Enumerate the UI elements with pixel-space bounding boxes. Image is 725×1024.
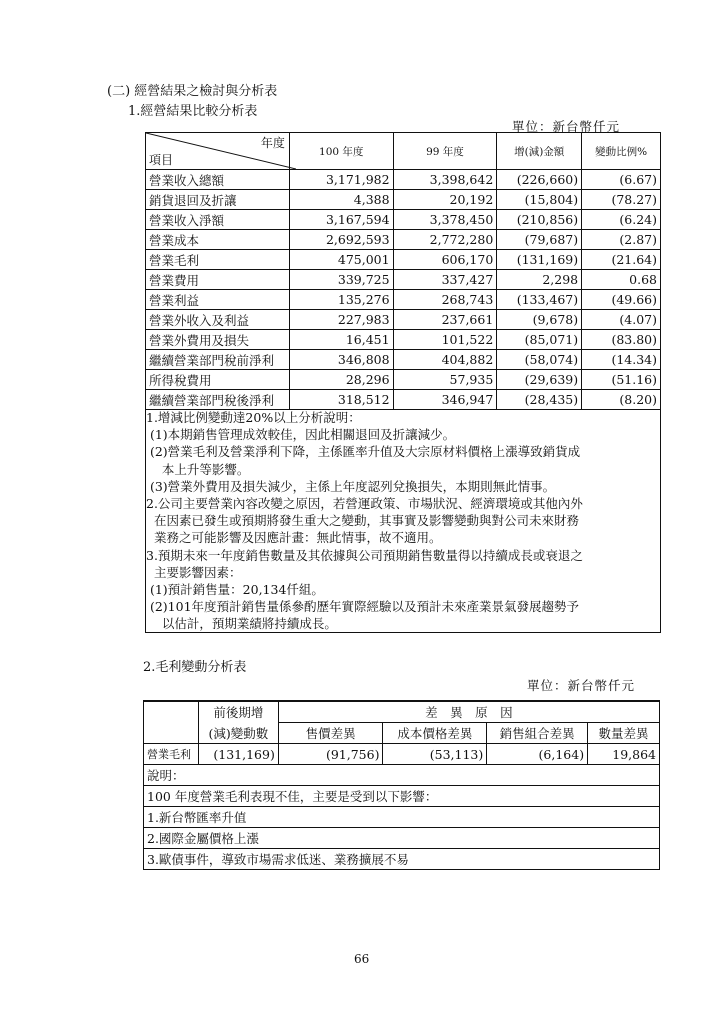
note-line: 本上升等影響。 — [146, 461, 250, 477]
unit-label-2: 單位：新台幣仟元 — [527, 678, 636, 693]
value-cell: 19,864 — [588, 744, 660, 765]
value-100-cell: 475,001 — [289, 250, 393, 270]
table-row — [146, 390, 661, 410]
value-100-cell: 2,692,593 — [289, 230, 393, 250]
value-cell: (91,756) — [278, 744, 383, 765]
note-line: 業務之可能影響及因應計畫：無此情事，故不適用。 — [146, 530, 442, 546]
col-header: 銷售組合差異 — [487, 723, 588, 744]
value-cell: (6,164) — [487, 744, 588, 765]
diff-cell: (9,678) — [497, 310, 582, 330]
item-cell: 營業外費用及損失 — [146, 330, 290, 350]
col-header: 增(減)金額 — [497, 133, 582, 170]
item-cell: 繼續營業部門稅後淨利 — [146, 390, 290, 410]
item-cell: 營業毛利 — [146, 250, 290, 270]
value-99-cell: 237,661 — [393, 310, 497, 330]
item-cell: 繼續營業部門稅前淨利 — [146, 350, 290, 370]
item-cell: 營業利益 — [146, 290, 290, 310]
value-100-cell: 339,725 — [289, 270, 393, 290]
value-100-cell: 227,983 — [289, 310, 393, 330]
item-cell: 營業收入淨額 — [146, 210, 290, 230]
table-row — [146, 310, 661, 330]
item-cell: 營業外收入及利益 — [146, 310, 290, 330]
table-row — [146, 170, 661, 190]
blank-header-cell — [144, 701, 199, 744]
value-99-cell: 101,522 — [393, 330, 497, 350]
table-row — [146, 210, 661, 230]
value-cell: (131,169) — [198, 744, 278, 765]
pct-cell: (51.16) — [582, 370, 661, 390]
unit-label-1: 單位：新台幣仟元 — [512, 119, 621, 134]
analysis-notes — [145, 409, 661, 633]
value-100-cell: 16,451 — [289, 330, 393, 350]
value-99-cell: 57,935 — [393, 370, 497, 390]
corner-bottom-label: 項目 — [149, 153, 174, 167]
item-cell: 營業收入總額 — [146, 170, 290, 190]
value-99-cell: 404,882 — [393, 350, 497, 370]
diff-cell: 2,298 — [497, 270, 582, 290]
pct-cell: (2.87) — [582, 230, 661, 250]
corner-top-label: 年度 — [260, 136, 285, 150]
col-header: 99 年度 — [393, 133, 497, 170]
diff-header-top: 前後期增 — [198, 701, 278, 723]
row-label: 營業毛利 — [144, 744, 199, 765]
col-header: 成本價格差異 — [383, 723, 487, 744]
value-cell: (53,113) — [383, 744, 487, 765]
pct-cell: (6.24) — [582, 210, 661, 230]
table-row — [146, 330, 661, 350]
section-heading: (二) 經營結果之檢討與分析表 — [107, 84, 278, 99]
diff-cell: (58,074) — [497, 350, 582, 370]
note-line: (1)預計銷售量：20,134仟組。 — [146, 582, 324, 598]
pct-cell: (21.64) — [582, 250, 661, 270]
subheading-1: 1.經營結果比較分析表 — [128, 104, 258, 119]
value-99-cell: 3,398,642 — [393, 170, 497, 190]
notes-title: 說明： — [144, 765, 660, 786]
note-line: (1)本期銷售管理成效較佳，因此相關退回及折讓減少。 — [146, 427, 456, 443]
variance-cause-header: 差 異 原 因 — [278, 701, 659, 723]
value-99-cell: 3,378,450 — [393, 210, 497, 230]
note-line: 1.新台幣匯率升值 — [144, 807, 660, 828]
diff-header-bottom: (減)變動數 — [198, 723, 278, 744]
diff-cell: (226,660) — [497, 170, 582, 190]
col-header: 100 年度 — [289, 133, 393, 170]
diff-cell: (28,435) — [497, 390, 582, 410]
value-99-cell: 268,743 — [393, 290, 497, 310]
diff-cell: (79,687) — [497, 230, 582, 250]
pct-cell: (6.67) — [582, 170, 661, 190]
item-cell: 銷貨退回及折讓 — [146, 190, 290, 210]
item-cell: 營業費用 — [146, 270, 290, 290]
value-99-cell: 606,170 — [393, 250, 497, 270]
col-header: 變動比例% — [582, 133, 661, 170]
pct-cell: (83.80) — [582, 330, 661, 350]
table-row — [146, 250, 661, 270]
note-line: 以估計，預期業績將持續成長。 — [146, 616, 337, 632]
note-line: 100 年度營業毛利表現不佳，主要是受到以下影響： — [144, 786, 660, 807]
value-100-cell: 4,388 — [289, 190, 393, 210]
col-header: 售價差異 — [278, 723, 383, 744]
pct-cell: (8.20) — [582, 390, 661, 410]
value-99-cell: 2,772,280 — [393, 230, 497, 250]
diff-cell: (85,071) — [497, 330, 582, 350]
value-100-cell: 28,296 — [289, 370, 393, 390]
diff-cell: (210,856) — [497, 210, 582, 230]
note-line: (2)營業毛利及營業淨利下降，主係匯率升值及大宗原材料價格上漲導致銷貨成 — [146, 444, 581, 460]
diff-cell: (133,467) — [497, 290, 582, 310]
col-header: 數量差異 — [588, 723, 660, 744]
note-line: (3)營業外費用及損失減少，主係上年度認列兌換損失，本期則無此情事。 — [146, 478, 556, 494]
operating-results-table — [145, 132, 661, 410]
table-row — [146, 230, 661, 250]
note-line: 在因素已發生或預期將發生重大之變動，其事實及影響變動與對公司未來財務 — [146, 513, 579, 529]
pct-cell: 0.68 — [582, 270, 661, 290]
value-99-cell: 20,192 — [393, 190, 497, 210]
diff-cell: (131,169) — [497, 250, 582, 270]
value-100-cell: 3,167,594 — [289, 210, 393, 230]
page-number: 66 — [354, 952, 370, 966]
value-100-cell: 135,276 — [289, 290, 393, 310]
table-row — [146, 190, 661, 210]
value-100-cell: 318,512 — [289, 390, 393, 410]
note-line: 3.歐債事件，導致市場需求低迷、業務擴展不易 — [144, 849, 660, 870]
value-99-cell: 337,427 — [393, 270, 497, 290]
table-row — [146, 270, 661, 290]
gross-profit-variance-table — [143, 700, 660, 870]
subheading-2: 2.毛利變動分析表 — [143, 660, 247, 675]
item-cell: 營業成本 — [146, 230, 290, 250]
note-line: 2.公司主要營業內容改變之原因，若營運政策、市場狀況、經濟環境或其他內外 — [146, 496, 583, 512]
note-line: 3.預期未來一年度銷售數量及其依據與公司預期銷售數量得以持續成長或衰退之 — [146, 547, 583, 563]
item-cell: 所得稅費用 — [146, 370, 290, 390]
table-row — [146, 370, 661, 390]
note-line: 1.增減比例變動達20%以上分析說明： — [146, 410, 361, 425]
table-row — [146, 290, 661, 310]
corner-header-cell — [146, 133, 290, 170]
table-row — [146, 350, 661, 370]
pct-cell: (78.27) — [582, 190, 661, 210]
pct-cell: (4.07) — [582, 310, 661, 330]
diff-cell: (29,639) — [497, 370, 582, 390]
note-line: (2)101年度預計銷售量係參酌歷年實際經驗以及預計未來產業景氣發展趨勢予 — [146, 599, 580, 615]
note-line: 2.國際金屬價格上漲 — [144, 828, 660, 849]
pct-cell: (49.66) — [582, 290, 661, 310]
note-line: 主要影響因素： — [146, 564, 242, 580]
value-100-cell: 3,171,982 — [289, 170, 393, 190]
pct-cell: (14.34) — [582, 350, 661, 370]
diff-cell: (15,804) — [497, 190, 582, 210]
value-100-cell: 346,808 — [289, 350, 393, 370]
value-99-cell: 346,947 — [393, 390, 497, 410]
